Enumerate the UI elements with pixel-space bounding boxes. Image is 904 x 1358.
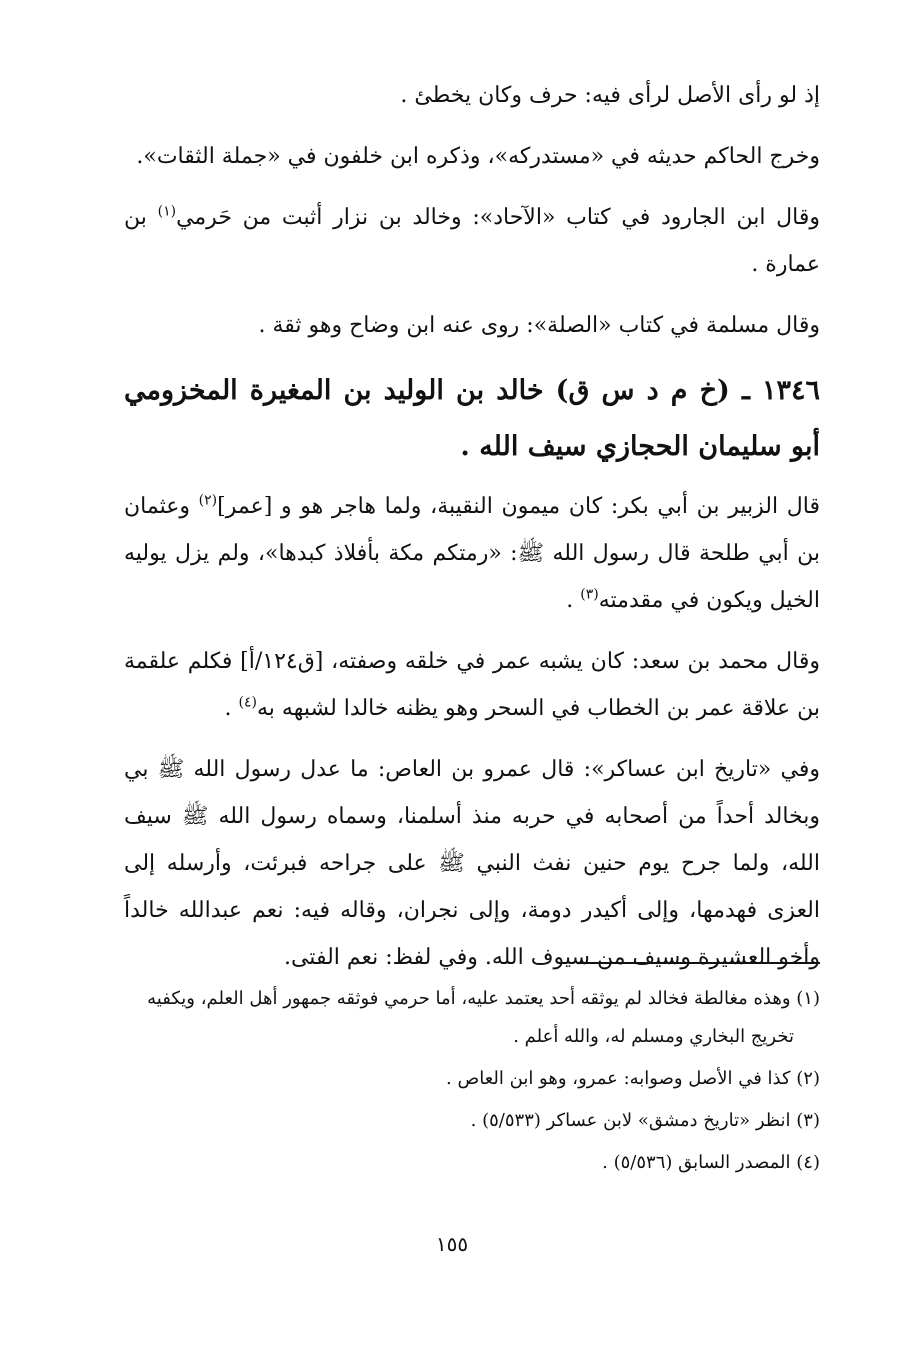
entry-paragraph-2-text: وقال محمد بن سعد: كان يشبه عمر في خلقه وصفته، [ق١٢٤/أ] فكلم علقمة بن علاقة عمر بن الخطاب في السحر وهو يظنه خالدا لشبهه به [124,649,820,721]
paragraph-1: إذ لو رأى الأصل لرأى فيه: حرف وكان يخطئ . [400,83,820,108]
page-number: ١٥٥ [435,1232,469,1256]
footnote-ref-4: (٤) [238,694,257,711]
footnote-separator [580,962,820,964]
entry-paragraph-1-tail: . [566,588,581,613]
footnote-ref-3: (٣) [580,586,599,603]
entry-paragraph-1 [124,483,820,624]
entry-paragraph-2 [124,638,820,732]
footnote-ref-1: (١) [157,203,177,220]
paragraph-2: وخرج الحاكم حديثه في «مستدركه»، وذكره ابن خلفون في «جملة الثقات». [136,144,820,169]
paragraph-4: وقال مسلمة في كتاب «الصلة»: روى عنه ابن وضاح وهو ثقة . [258,313,820,338]
paragraph-3 [124,194,820,288]
paragraph-3-text: وقال ابن الجارود في كتاب «الآحاد»: وخالد بن نزار أثبت من حَرمي [176,205,820,230]
footnotes [124,980,820,1186]
entry-heading: ١٣٤٦ ـ (خ م د س ق) خالد بن الوليد بن المغيرة المخزومي أبو سليمان الحجازي سيف الله . [124,375,820,462]
footnote-4: (٤) المصدر السابق (٥/٥٣٦) . [602,1152,820,1173]
entry-paragraph-1-text: قال الزبير بن أبي بكر: كان ميمون النقيبة، ولما هاجر هو و [عمر] [217,494,820,519]
paragraph-3-tail: بن عمارة . [124,205,820,277]
footnote-3: (٣) انظر «تاريخ دمشق» لابن عساكر (٥/٥٣٣) . [470,1110,820,1131]
footnote-2: (٢) كذا في الأصل وصوابه: عمرو، وهو ابن العاص . [446,1068,820,1089]
entry-paragraph-3: وفي «تاريخ ابن عساكر»: قال عمرو بن العاص: ما عدل رسول الله ﷺ بي وبخالد أحداً من أصحابه في حربه منذ أسلمنا، وسماه رسول الله ﷺ سيف الله، ولما جرح يوم حنين نفث النبي ﷺ على جراحه فبرئت، وأرسله إلى العزى فهدمها، وإلى أكيدر دومة، وإلى نجران، وقاله فيه: نعم عبدالله خالداً وأخو العشيرة وسيف من سيوف الله. وفي لفظ: نعم الفتى. [124,757,820,970]
main-text [124,72,820,993]
footnote-ref-2: (٢) [198,492,218,509]
entry-paragraph-1-middle: وعثمان بن أبي طلحة قال رسول الله ﷺ: «رمتكم مكة بأفلاذ كبدها»، ولم يزل يوليه الخيل ويكون في مقدمته [124,494,820,613]
footnote-1: (١) وهذه مغالطة فخالد لم يوثقه أحد يعتمد عليه، أما حرمي فوثقه جمهور أهل العلم، ويكفيه تخريج البخاري ومسلم له، والله أعلم . [147,988,820,1047]
entry-paragraph-2-tail: . [224,696,239,721]
